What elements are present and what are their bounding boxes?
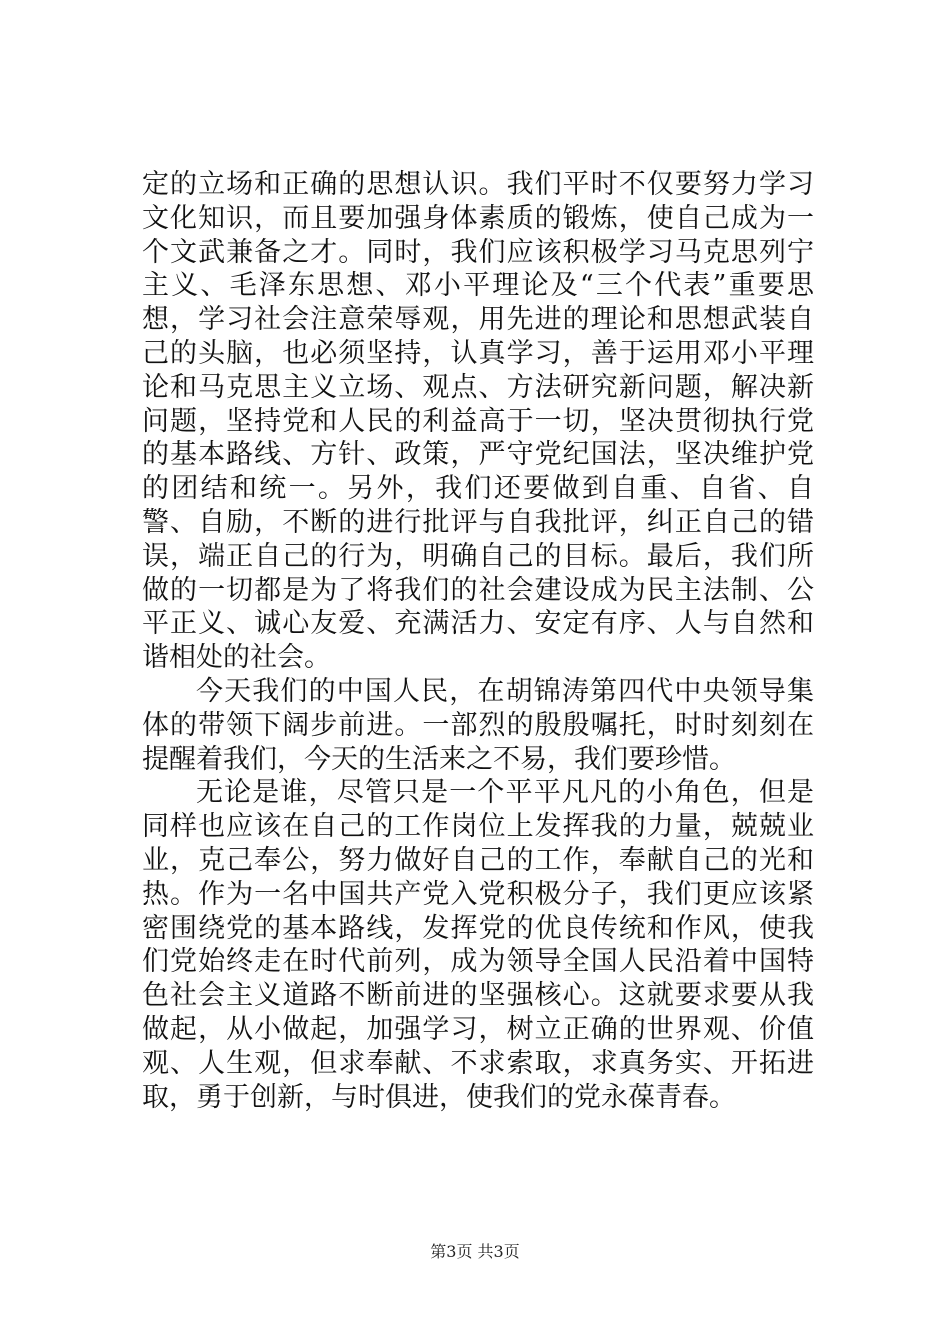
paragraph: 今天我们的中国人民，在胡锦涛第四代中央领导集体的带领下阔步前进。一部烈的殷殷嘱托，时时刻刻在提醒着我们，今天的生活来之不易，我们要珍惜。	[142, 675, 814, 775]
document-body	[142, 168, 814, 1114]
paragraph: 无论是谁，尽管只是一个平平凡凡的小角色，但是同样也应该在自己的工作岗位上发挥我的力量，兢兢业业，克己奉公，努力做好自己的工作，奉献自己的光和热。作为一名中国共产党入党积极分子，我们更应该紧密围绕党的基本路线，发挥党的优良传统和作风，使我们党始终走在时代前列，成为领导全国人民沿着中国特色社会主义道路不断前进的坚强核心。这就要求要从我做起，从小做起，加强学习，树立正确的世界观、价值观、人生观，但求奉献、不求索取，求真务实、开拓进取，勇于创新，与时俱进，使我们的党永葆青春。	[142, 777, 814, 1113]
paragraph-continued: 定的立场和正确的思想认识。我们平时不仅要努力学习文化知识，而且要加强身体素质的锻炼，使自己成为一个文武兼备之才。同时，我们应该积极学习马克思列宁主义、毛泽东思想、邓小平理论及“三个代表”重要思想，学习社会注意荣辱观，用先进的理论和思想武装自己的头脑，也必须坚持，认真学习，善于运用邓小平理论和马克思主义立场、观点、方法研究新问题，解决新问题，坚持党和人民的利益高于一切，坚决贯彻执行党的基本路线、方针、政策，严守党纪国法，坚决维护党的团结和统一。另外，我们还要做到自重、自省、自警、自励，不断的进行批评与自我批评，纠正自己的错误，端正自己的行为，明确自己的目标。最后，我们所做的一切都是为了将我们的社会建设成为民主法制、公平正义、诚心友爱、充满活力、安定有序、人与自然和谐相处的社会。	[142, 169, 814, 674]
page-footer: 第3页 共3页	[430, 1242, 520, 1261]
